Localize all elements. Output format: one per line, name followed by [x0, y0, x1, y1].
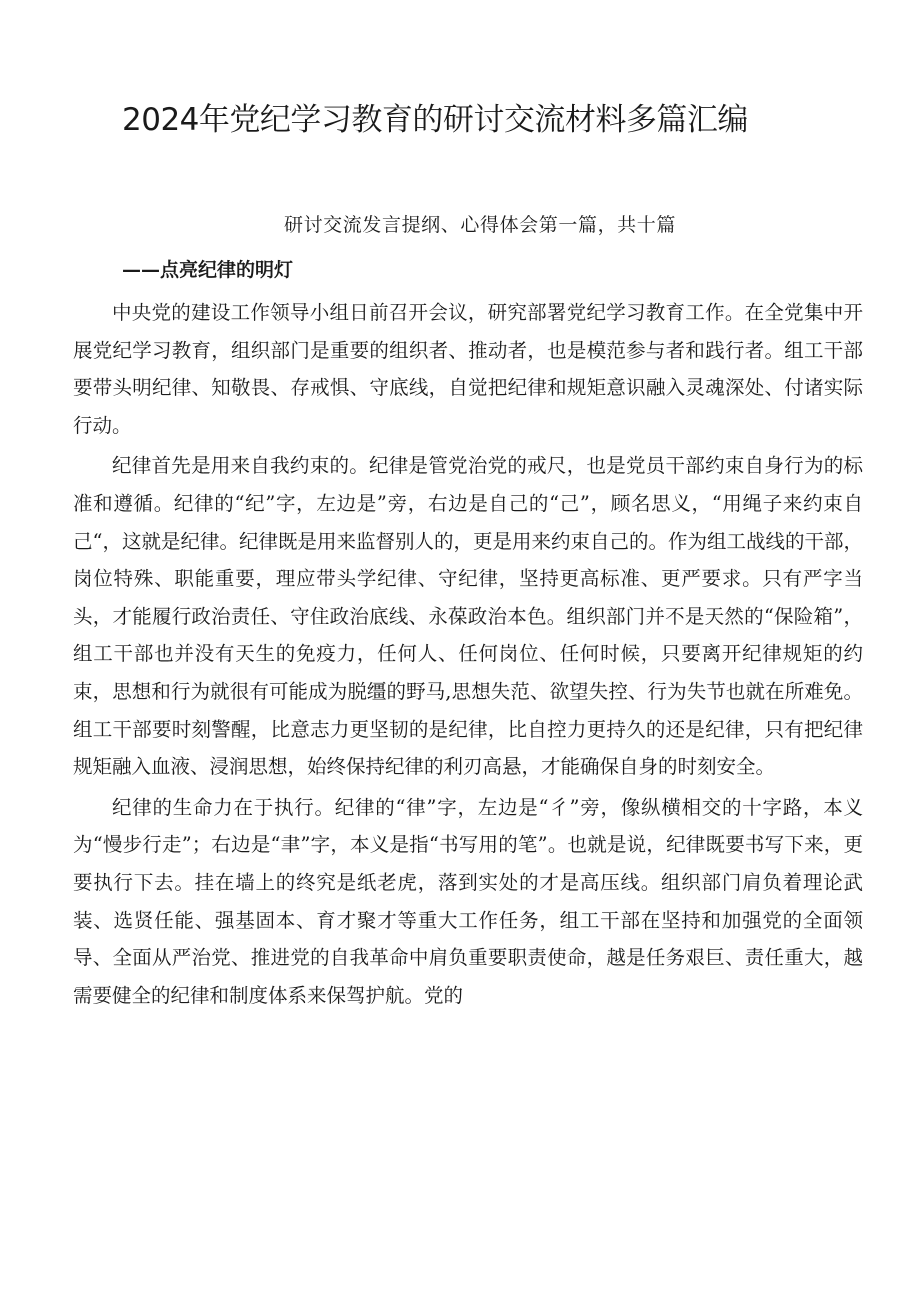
document-body	[73, 294, 863, 1014]
paragraph-3: 纪律的生命力在于执行。纪律的“律”字，左边是“彳”旁，像纵横相交的十字路，本义为“慢步行走”；右边是“聿”字，本义是指“书写用的笔”。也就是说，纪律既要书写下来，更要执行下去。挂在墙上的终究是纸老虎，落到实处的才是高压线。组织部门肩负着理论武装、选贤任能、强基固本、育才聚才等重大工作任务，组工干部在坚持和加强党的全面领导、全面从严治党、推进党的自我革命中肩负重要职责使命，越是任务艰巨、责任重大，越需要健全的纪律和制度体系来保驾护航。党的	[73, 795, 863, 1007]
document-subtitle: 研讨交流发言提纲、心得体会第一篇，共十篇	[283, 214, 676, 236]
paragraph-2: 纪律首先是用来自我约束的。纪律是管党治党的戒尺，也是党员干部约束自身行为的标准和遵循。纪律的“纪”字，左边是”旁，右边是自己的“己”，顾名思义，“用绳子来约束自己“，这就是纪律。纪律既是用来监督别人的，更是用来约束自己的。作为组工战线的干部，岗位特殊、职能重要，理应带头学纪律、守纪律，坚持更高标准、更严要求。只有严字当头，才能履行政治责任、守住政治底线、永葆政治本色。组织部门并不是天然的“保险箱”，组工干部也并没有天生的免疫力，任何人、任何岗位、任何时候，只要离开纪律规矩的约束，思想和行为就很有可能成为脱缰的野马,思想失范、欲望失控、行为失节也就在所难免。组工干部要时刻警醒，比意志力更坚韧的是纪律，比自控力更持久的还是纪律，只有把纪律规矩融入血液、浸润思想，始终保持纪律的利刃高悬，才能确保自身的时刻安全。	[73, 454, 863, 779]
section-heading: ——点亮纪律的明灯	[122, 259, 294, 281]
paragraph-1: 中央党的建设工作领导小组日前召开会议，研究部署党纪学习教育工作。在全党集中开展党纪学习教育，组织部门是重要的组织者、推动者，也是模范参与者和践行者。组工干部要带头明纪律、知敬畏、存戒惧、守底线，自觉把纪律和规矩意识融入灵魂深处、付诸实际行动。	[73, 301, 863, 437]
document-title: 2024年党纪学习教育的研讨交流材料多篇汇编	[122, 102, 748, 138]
